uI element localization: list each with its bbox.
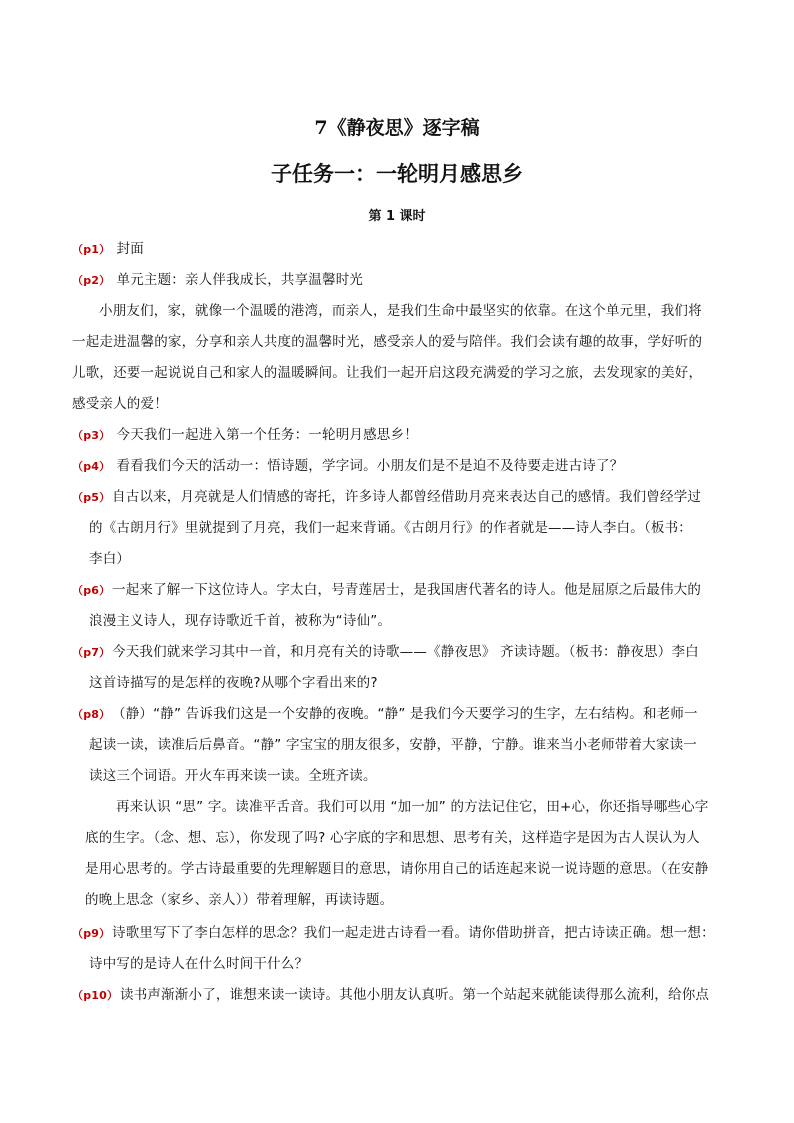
paragraph-line: 起读一读，读准后后鼻音。“静” 字宝宝的朋友很多，安静，平静，宁静。谁来当小老师带着大家读一 <box>89 737 697 753</box>
paragraph-line: 单元主题：亲人伴我成长，共享温馨时光 <box>116 272 364 288</box>
paragraph-p6 <box>72 575 737 637</box>
document-subtitle: 子任务一：一轮明月感思乡 <box>271 161 523 186</box>
paragraph-line: 今天我们就来学习其中一首，和月亮有关的诗歌——《静夜思》 齐读诗题。（板书：静夜思）李白 <box>112 644 699 660</box>
paragraph-p10 <box>72 980 737 1011</box>
paragraph-line: 自古以来，月亮就是人们情感的寄托，许多诗人都曾经借助月亮来表达自己的感情。我们曾经学过 <box>112 489 702 505</box>
paragraph-p8 <box>72 699 737 792</box>
paragraph-p7 <box>72 637 737 699</box>
paragraph-line: 的《古朗月行》里就提到了月亮，我们一起来背诵。《古朗月行》的作者就是——诗人李白。（板书： <box>89 520 692 536</box>
paragraph-p9 <box>72 918 737 980</box>
paragraph-line: 诗歌里写下了李白怎样的思念？我们一起走进古诗看一看。请你借助拼音，把古诗读正确。想一想： <box>112 925 715 941</box>
paragraph-line: 读书声渐渐小了，谁想来读一读诗。其他小朋友认真听。第一个站起来就能读得那么流利，给你点 <box>120 987 710 1003</box>
slide-tag: （p7） <box>72 646 111 659</box>
slide-tag: （p8） <box>72 708 111 721</box>
paragraph-p2 <box>72 265 737 296</box>
paragraph-line: 诗中写的是诗人在什么时间干什么？ <box>89 956 309 972</box>
paragraph-line: 封面 <box>116 241 144 257</box>
slide-tag: （p4） <box>72 460 111 473</box>
paragraph-line: 底的生字。（念、想、忘），你发现了吗? 心字底的字和思想、思考有关，这样造字是因为古人误认为人 <box>85 830 700 846</box>
slide-tag: （p6） <box>72 584 111 597</box>
document-title: 7《静夜思》逐字稿 <box>314 117 480 139</box>
slide-tag: （p9） <box>72 927 111 940</box>
paragraph-line: 感受亲人的爱！ <box>72 396 168 412</box>
paragraph-intro <box>72 296 737 420</box>
paragraph-line: 李白） <box>89 551 131 567</box>
paragraph-line: 读这三个词语。开火车再来读一读。全班齐读。 <box>89 768 377 784</box>
paragraph-line: 浪漫主义诗人，现存诗歌近千首，被称为“诗仙”。 <box>89 613 392 629</box>
slide-tag: （p2） <box>72 274 111 287</box>
paragraph-p8-continued <box>72 792 737 916</box>
paragraph-line: 看看我们今天的活动一：悟诗题，学字词。小朋友们是不是迫不及待要走进古诗了？ <box>116 458 624 474</box>
paragraph-line: 小朋友们，家，就像一个温暖的港湾，而亲人，是我们生命中最坚实的依靠。在这个单元里，我们将 <box>99 303 702 319</box>
slide-tag: （p10） <box>72 989 119 1002</box>
paragraph-line: 一起走进温馨的家，分享和亲人共度的温馨时光，感受亲人的爱与陪伴。我们会读有趣的故事，学好听的 <box>72 334 703 350</box>
paragraph-p5 <box>72 482 737 575</box>
paragraph-p3 <box>72 420 737 451</box>
slide-tag: （p5） <box>72 491 111 504</box>
paragraph-line: 儿歌，还要一起说说自己和家人的温暖瞬间。让我们一起开启这段充满爱的学习之旅，去发现家的美好， <box>72 365 703 381</box>
slide-tag: （p3） <box>72 429 111 442</box>
paragraph-line: （静）“静” 告诉我们这是一个安静的夜晚。“静” 是我们今天要学习的生字，左右结构。和老师一 <box>112 706 698 722</box>
paragraph-line: 一起来了解一下这位诗人。字太白，号青莲居士，是我国唐代著名的诗人。他是屈原之后最伟大的 <box>112 582 702 598</box>
paragraph-line: 是用心思考的。学古诗最重要的先理解题目的意思，请你用自己的话连起来说一说诗题的意思。（在安静 <box>85 861 709 877</box>
paragraph-line: 再来认识 “思” 字。读准平舌音。我们可以用 “加一加” 的方法记住它，田+心，你还指导哪些心字 <box>116 799 709 815</box>
lesson-label: 第 1 课时 <box>368 209 426 224</box>
paragraph-p4 <box>72 451 737 482</box>
paragraph-line: 这首诗描写的是怎样的夜晚?从哪个字看出来的? <box>89 675 378 691</box>
paragraph-p1 <box>72 234 737 265</box>
paragraph-line: 的晚上思念（家乡、亲人））带着理解，再读诗题。 <box>85 892 394 908</box>
paragraph-line: 今天我们一起进入第一个任务：一轮明月感思乡！ <box>116 427 418 443</box>
slide-tag: （p1） <box>72 243 111 256</box>
